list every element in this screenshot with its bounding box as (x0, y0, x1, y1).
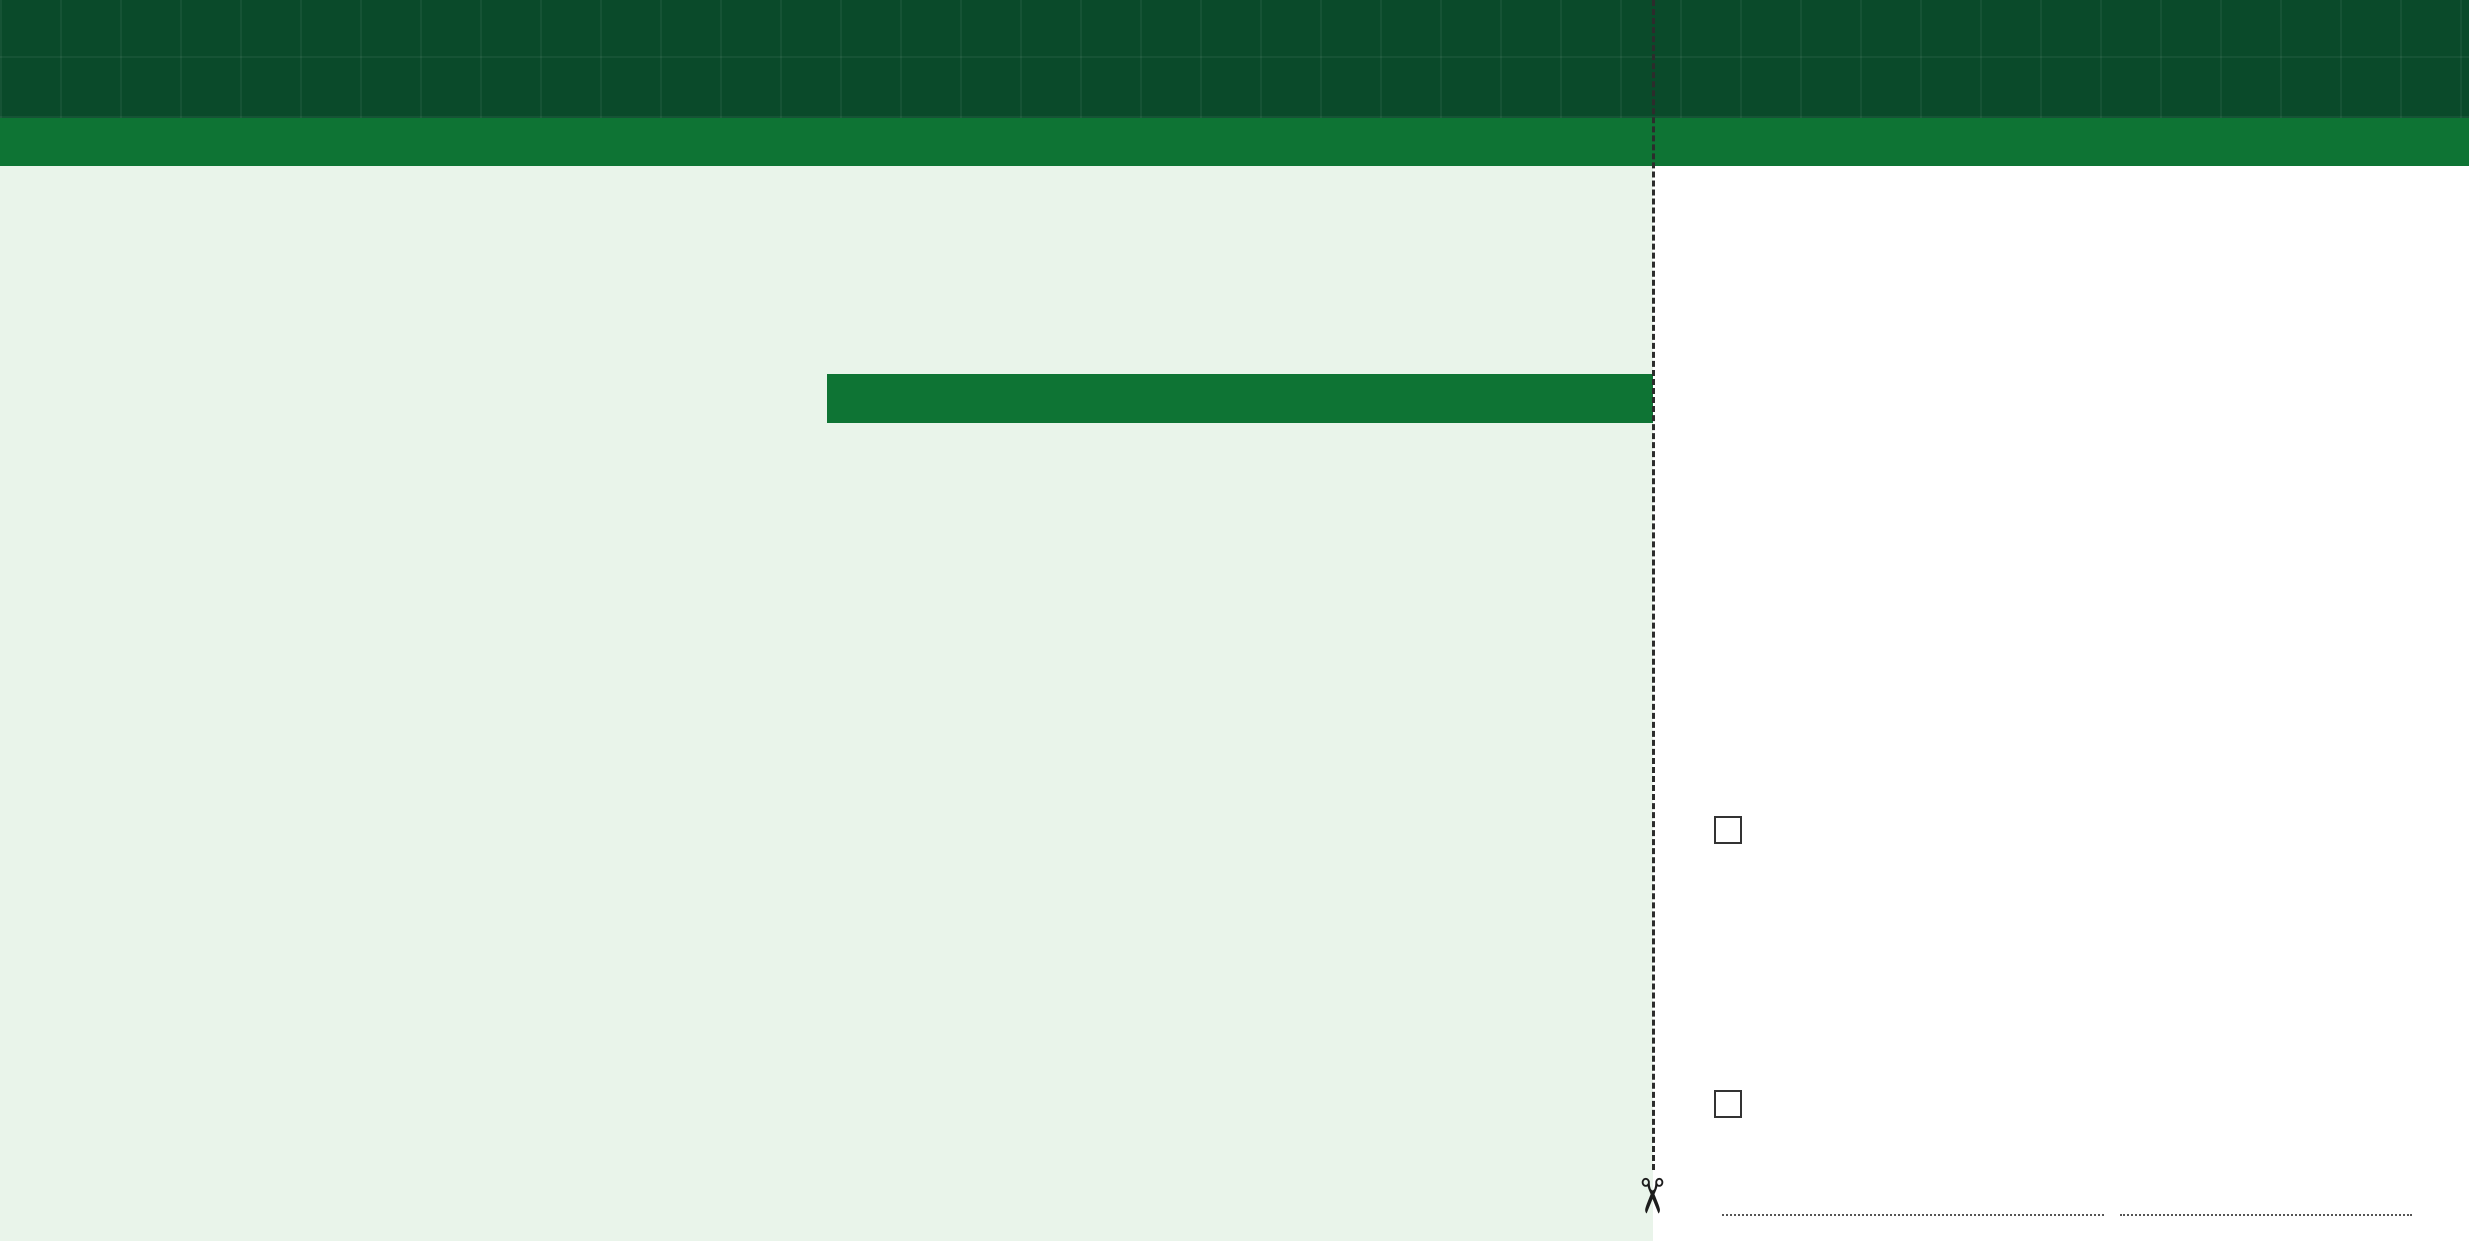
program-panel (0, 166, 1653, 1241)
ecm-request-checkbox[interactable] (1714, 816, 1742, 844)
day1-band (0, 118, 2469, 166)
day2-band (827, 374, 1653, 423)
header-band (0, 0, 2469, 118)
date-field[interactable] (2112, 1190, 2412, 1220)
cut-line (1652, 0, 1655, 1170)
signature-field[interactable] (1714, 1190, 2104, 1220)
no-ecm-checkbox[interactable] (1714, 1090, 1742, 1118)
signature-line (1722, 1212, 2104, 1216)
date-line (2120, 1212, 2412, 1216)
scissors-icon: ✂ (1623, 1175, 1680, 1217)
